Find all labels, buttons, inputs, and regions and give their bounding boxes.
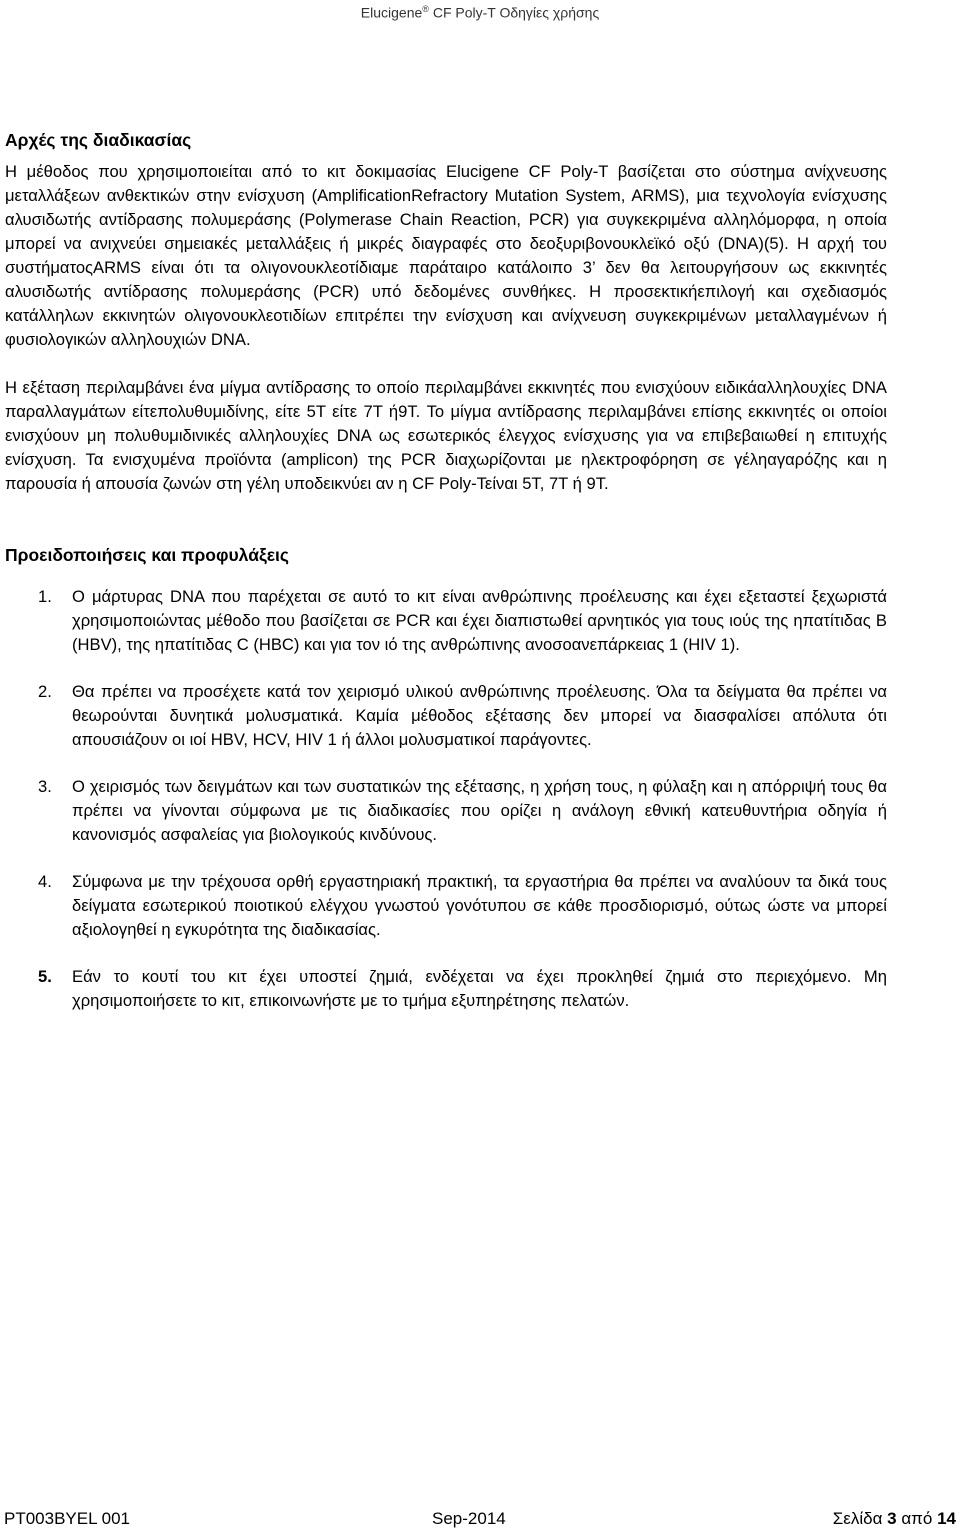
list-item [5, 680, 887, 752]
document-body [5, 128, 887, 1036]
page-number [833, 1508, 956, 1530]
list-item [5, 965, 887, 1013]
section-title-principles: Αρχές της διαδικασίας [5, 130, 192, 150]
document-code: PT003BYEL 001 [4, 1509, 131, 1528]
warnings-list [5, 585, 887, 1013]
page-separator: από [896, 1509, 938, 1528]
list-item-text: Εάν το κουτί του κιτ έχει υποστεί ζημιά, ενδέχεται να έχει προκληθεί ζημιά στο περιεχόμενο. Μη χρησιμοποιήσετε το κιτ, επικοινωνήστε με το τμήμα εξυπηρέτησης πελατών. [72, 967, 887, 1010]
section-title-warnings: Προειδοποιήσεις και προφυλάξεις [5, 545, 290, 565]
page-footer [0, 1508, 960, 1532]
header-brand: Elucigene [360, 4, 423, 21]
list-item [5, 870, 887, 942]
principles-paragraph-2: Η εξέταση περιλαμβάνει ένα μίγμα αντίδρασης το οποίο περιλαμβάνει εκκινητές που ενισχύουν ειδικάαλληλουχίες DNA παραλλαγμάτων είτεπολυθυμιδίνης, είτε 5T είτε 7T ή9T. Το μίγμα αντίδρασης περιλαμβάνει επίσης εκκινητές οι οποίοι ενισχύουν μη πολυθυμιδινικές αλληλουχίες DNA ως εσωτερικός έλεγχος ενίσχυσης για να επιβεβαιωθεί η επιτυχής ενίσχυση. Τα ενισχυμένα προϊόντα (amplicon) της PCR διαχωρίζονται με ηλεκτροφόρηση σε γέληαγαρόζης και η παρουσία ή απουσία ζωνών στη γέλη υποδεικνύει αν η CF Poly-Τείναι 5T, 7T ή 9T. [5, 378, 887, 493]
page-prefix: Σελίδα [832, 1509, 888, 1528]
list-item-number: 3. [38, 777, 52, 796]
list-item-text: Ο χειρισμός των δειγμάτων και των συστατικών της εξέτασης, η χρήση τους, η φύλαξη και η απόρριψή τους θα πρέπει να γίνονται σύμφωνα με τις διαδικασίες που ορίζει η ανάλογη εθνική κατευθυντήρια οδηγία ή κανονισμός ασφαλείας για βιολογικούς κινδύνους. [72, 777, 887, 844]
document-date: Sep-2014 [432, 1509, 506, 1528]
list-item-text: Σύμφωνα με την τρέχουσα ορθή εργαστηριακή πρακτική, τα εργαστήρια θα πρέπει να αναλύουν τα δικά τους δείγματα εσωτερικού ποιοτικού ελέγχου γνωστού γονότυπου σε κάθε προσδιορισμό, ούτως ώστε να μπορεί αξιολογηθεί η εγκυρότητα της διαδικασίας. [72, 872, 887, 939]
current-page: 3 [887, 1509, 897, 1528]
list-item-text: Θα πρέπει να προσέχετε κατά τον χειρισμό υλικού ανθρώπινης προέλευσης. Όλα τα δείγματα θα πρέπει να θεωρούνται δυνητικά μολυσματικά. Καμία μέθοδος εξέτασης δεν μπορεί να διασφαλίσει απόλυτα ότι απουσιάζουν οι ιοί HBV, HCV, HIV 1 ή άλλοι μολυσματικοί παράγοντες. [72, 682, 887, 749]
list-item [5, 585, 887, 657]
list-item-number: 1. [38, 587, 52, 606]
list-item-text: Ο μάρτυρας DNA που παρέχεται σε αυτό το κιτ είναι ανθρώπινης προέλευσης και έχει εξεταστεί ξεχωριστά χρησιμοποιώντας μέθοδο που βασίζεται σε PCR και έχει διαπιστωθεί αρνητικός για τους ιούς της ηπατίτιδας B (HBV), της ηπατίτιδας C (HBC) και για τον ιό της ανθρώπινης ανοσοανεπάρκειας 1 (HIV 1). [72, 587, 887, 654]
list-item-number: 4. [38, 872, 52, 891]
total-pages: 14 [937, 1509, 956, 1528]
header-title: CF Poly-T Οδηγίες χρήσης [428, 4, 600, 21]
list-item [5, 775, 887, 847]
registered-mark: ® [422, 4, 429, 14]
principles-paragraph-1: Η μέθοδος που χρησιμοποιείται από το κιτ δοκιμασίας Elucigene CF Poly-T βασίζεται στο σύστημα ανίχνευσης μεταλλάξεων ανθεκτικών στην ενίσχυση (AmplificationRefractory Mutation System, ARMS), μια τεχνολογία ενίσχυσης αλυσιδωτής αντίδρασης πολυμεράσης (Polymerase Chain Reaction, PCR) για συγκεκριμένα αλληλόμορφα, η οποία μπορεί να ανιχνεύει σημειακές μεταλλάξεις ή μικρές διαγραφές στο δεοξυριβονουκλεϊκό οξύ (DNA)(5). Η αρχή του συστήματοςARMS είναι ότι τα ολιγονουκλεοτίδιαμε παράταιρο κατάλοιπο 3’ δεν θα λειτουργήσουν ως εκκινητές αλυσιδωτής αντίδρασης πολυμεράσης (PCR) υπό δεδομένες συνθήκες. Η προσεκτικήεπιλογή και σχεδιασμός κατάλληλων εκκινητών ολιγονουκλεοτιδίων επιτρέπει την ενίσχυση και ανίχνευση συγκεκριμένων μεταλλαγμένων ή φυσιολογικών αλληλουχιών DNA. [5, 162, 887, 349]
page-header [0, 0, 960, 22]
list-item-number: 5. [38, 967, 52, 986]
list-item-number: 2. [38, 682, 52, 701]
